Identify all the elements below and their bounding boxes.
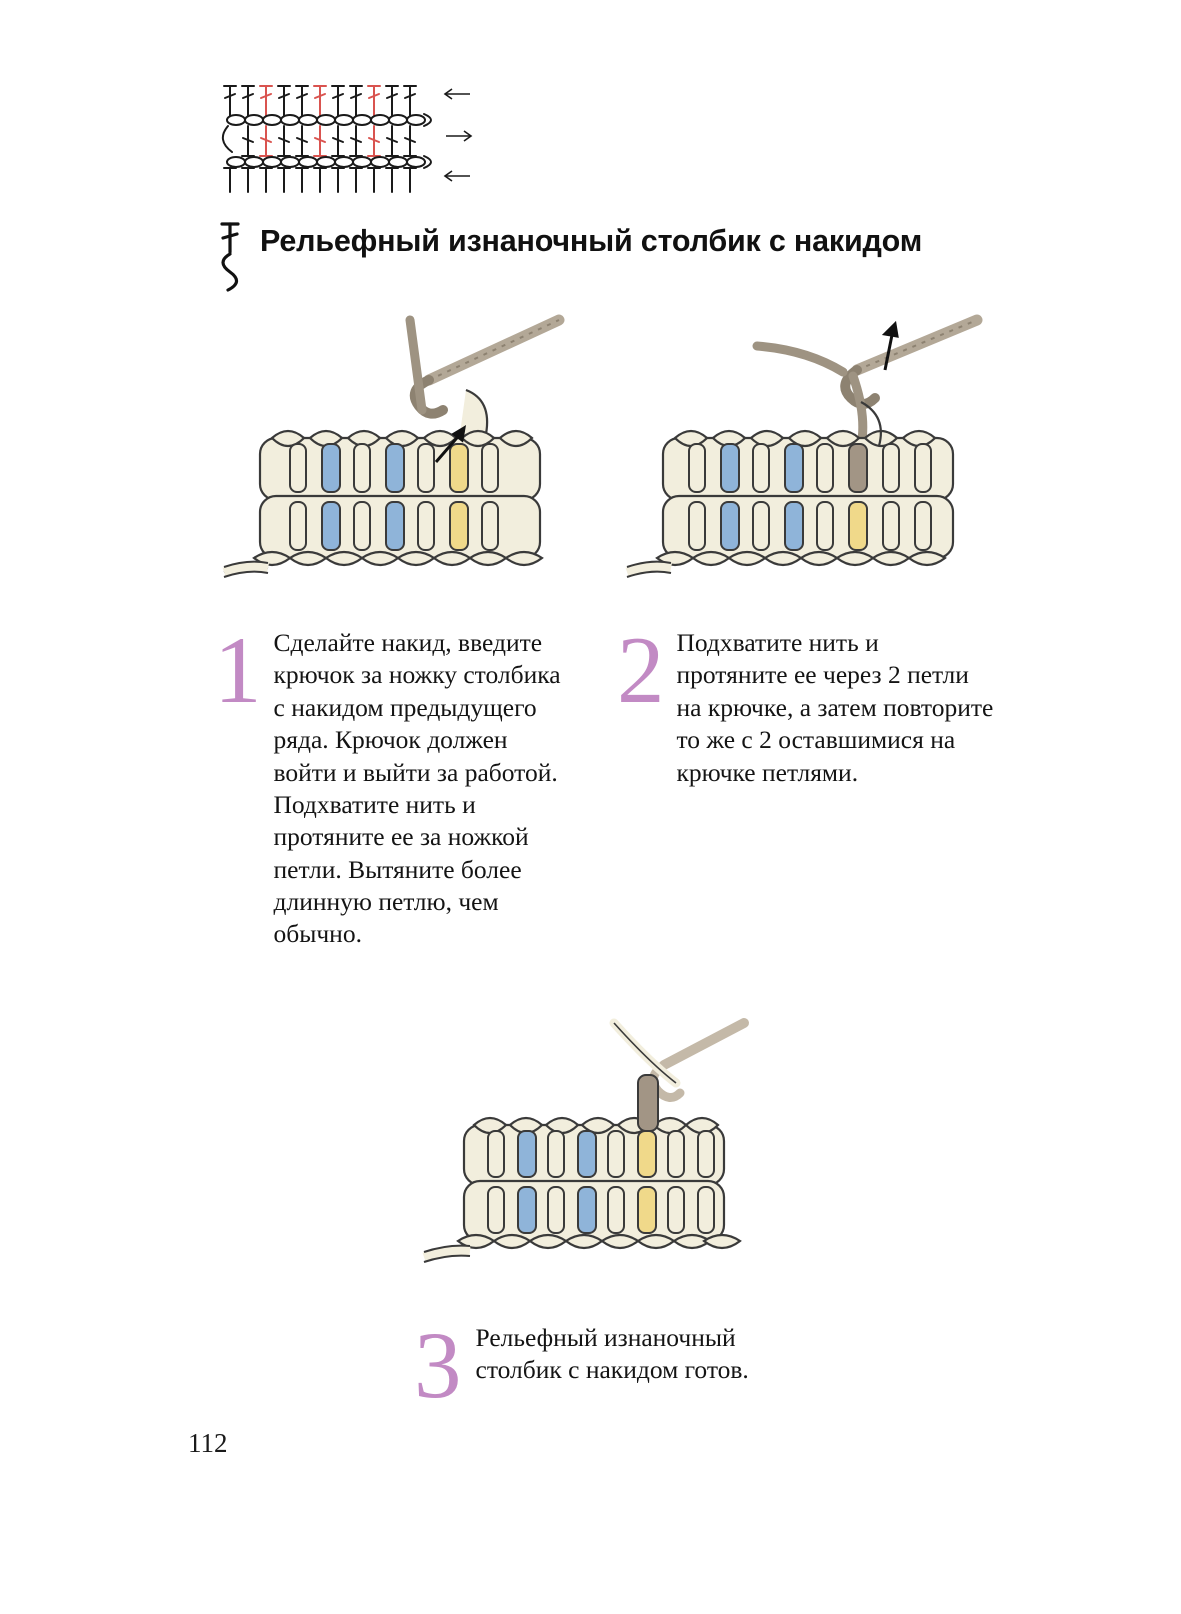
step-3-number: 3 <box>414 1312 462 1418</box>
step-1-text: Сделайте накид, введите крючок за ножку столбика с накидом предыдущего ряда. Крючок должен войти и выйти за работой. Подхватите нить и протяните ее за ножкой петли. Вытяните более длинную петлю, чем обычно. <box>273 628 561 949</box>
hook <box>845 320 977 404</box>
hook <box>415 320 559 414</box>
step-2 <box>617 310 997 789</box>
page-number: 112 <box>188 1428 228 1458</box>
section-heading <box>214 218 974 298</box>
chart-row-bottom <box>224 168 416 192</box>
step-3 <box>414 1005 834 1418</box>
crochet-step-3-illustration <box>414 1005 834 1310</box>
hook <box>653 1023 744 1098</box>
crochet-fabric <box>224 431 542 577</box>
section-heading-title: Рельефный изнаночный столбик с накидом <box>260 224 923 258</box>
chart-row-top-highlight <box>260 86 380 116</box>
chart-chain-row-2 <box>227 156 431 168</box>
crochet-step-2-illustration <box>617 310 997 615</box>
step-2-number: 2 <box>617 617 665 723</box>
crochet-fabric <box>424 1075 740 1262</box>
step-3-text: Рельефный изнаночный столбик с накидом готов. <box>475 1323 749 1385</box>
relief-purl-double-crochet-symbol-icon <box>214 218 260 296</box>
crochet-step-1-illustration <box>214 310 584 615</box>
chart-direction-arrows <box>445 89 471 181</box>
pull-through-arrow <box>885 324 897 370</box>
step-2-text: Подхватите нить и протяните ее через 2 петли на крючке, а затем повторите то же с 2 оставшимися на крючке петлями. <box>676 628 994 787</box>
crochet-chart-diagram <box>218 72 478 197</box>
crochet-fabric <box>627 431 953 577</box>
step-1 <box>214 310 584 951</box>
chart-chain-row-1 <box>227 114 431 126</box>
chart-row-middle-highlight <box>260 126 380 156</box>
step-1-number: 1 <box>214 617 262 723</box>
chart-svg <box>218 72 478 197</box>
